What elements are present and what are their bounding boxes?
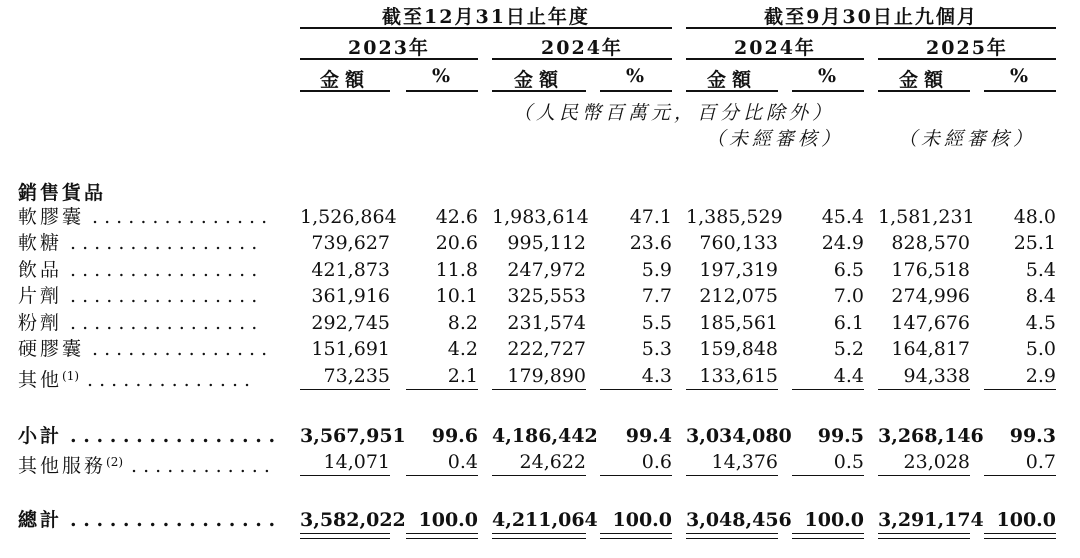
double-underline-rule <box>792 538 864 539</box>
header-rule-pct-3 <box>792 90 864 92</box>
unaudited-note-2025: （未經審核） <box>897 128 1036 150</box>
leader-dots: . . . . . . . . . . . . . . . . <box>70 312 258 334</box>
row-label-text: 小計 <box>18 425 63 447</box>
row-label <box>18 449 270 479</box>
double-underline-rule <box>300 533 390 534</box>
percent-cell: 6.1 <box>833 312 864 334</box>
double-underline-rule <box>600 533 672 534</box>
header-amount-3: 金額 <box>706 69 757 91</box>
header-pct-2: % <box>625 65 647 87</box>
underline-rule <box>492 475 586 476</box>
leader-dots: . . . . . . . . . . . . . . <box>87 369 251 391</box>
row-label-text: 其他服務 <box>18 455 107 477</box>
header-rule-nine-months <box>686 27 1056 29</box>
header-amount-1: 金額 <box>319 69 370 91</box>
percent-cell: 100.0 <box>612 509 672 531</box>
percent-cell: 2.9 <box>1025 365 1056 387</box>
amount-cell: 4,186,442 <box>492 425 598 447</box>
header-year-2023: 2023年 <box>348 37 430 59</box>
header-rule-2025-nine <box>878 58 1056 60</box>
table-row <box>0 257 1080 283</box>
header-pct-3: % <box>817 65 839 87</box>
amount-cell: 421,873 <box>311 259 390 281</box>
underline-rule <box>686 389 778 390</box>
underline-rule <box>984 475 1056 476</box>
percent-cell: 7.7 <box>641 285 672 307</box>
amount-cell: 185,561 <box>699 312 778 334</box>
amount-cell: 325,553 <box>507 285 586 307</box>
amount-cell: 3,291,174 <box>878 509 984 531</box>
header-rule-year <box>300 27 672 29</box>
row-label-text: 軟膠囊 <box>18 206 85 228</box>
percent-cell: 2.1 <box>447 365 478 387</box>
percent-cell: 100.0 <box>804 509 864 531</box>
amount-cell: 1,526,864 <box>300 206 397 228</box>
leader-dots: . . . . . . . . . . . . . . . . <box>70 259 258 281</box>
double-underline-rule <box>406 533 478 534</box>
row-label-text: 其他 <box>18 369 63 391</box>
row-label-text: 軟糖 <box>18 232 63 254</box>
amount-cell: 176,518 <box>891 259 970 281</box>
amount-cell: 23,028 <box>903 451 970 473</box>
percent-cell: 5.2 <box>833 338 864 360</box>
header-pct-1: % <box>431 65 453 87</box>
amount-cell: 151,691 <box>311 338 390 360</box>
underline-rule <box>600 475 672 476</box>
double-underline-rule <box>492 533 586 534</box>
row-label <box>18 336 267 362</box>
underline-rule <box>984 389 1056 390</box>
percent-cell: 100.0 <box>996 509 1056 531</box>
total-row <box>0 507 1080 533</box>
amount-cell: 179,890 <box>507 365 586 387</box>
percent-cell: 7.0 <box>833 285 864 307</box>
percent-cell: 99.6 <box>431 425 478 447</box>
amount-cell: 739,627 <box>311 232 390 254</box>
header-rule-pct-4 <box>984 90 1056 92</box>
amount-cell: 1,581,231 <box>878 206 975 228</box>
other-services-row <box>0 449 1080 475</box>
amount-cell: 231,574 <box>507 312 586 334</box>
double-underline-rule <box>792 533 864 534</box>
underline-rule <box>492 389 586 390</box>
row-label <box>18 507 275 533</box>
amount-cell: 133,615 <box>699 365 778 387</box>
leader-dots: . . . . . . . . . . . . <box>131 455 270 477</box>
header-amount-2: 金額 <box>513 69 564 91</box>
percent-cell: 47.1 <box>629 206 672 228</box>
percent-cell: 0.4 <box>447 451 478 473</box>
unaudited-note-2024: （未經審核） <box>705 128 844 150</box>
table-row <box>0 363 1080 389</box>
row-label-text: 粉劑 <box>18 312 63 334</box>
underline-rule <box>878 389 970 390</box>
row-label <box>18 204 267 230</box>
percent-cell: 99.5 <box>817 425 864 447</box>
amount-cell: 197,319 <box>699 259 778 281</box>
row-label-text: 總計 <box>18 509 63 531</box>
header-rule-amount-2 <box>492 90 586 92</box>
double-underline-rule <box>984 538 1056 539</box>
row-label <box>18 423 275 449</box>
percent-cell: 42.6 <box>435 206 478 228</box>
underline-rule <box>300 475 390 476</box>
subtotal-row <box>0 423 1080 449</box>
percent-cell: 25.1 <box>1013 232 1056 254</box>
section-title-goods: 銷售貨品 <box>18 182 107 204</box>
amount-cell: 94,338 <box>903 365 970 387</box>
amount-cell: 292,745 <box>311 312 390 334</box>
header-rule-pct-1 <box>406 90 478 92</box>
amount-cell: 1,983,614 <box>492 206 589 228</box>
amount-cell: 3,048,456 <box>686 509 792 531</box>
table-row <box>0 204 1080 230</box>
amount-cell: 3,582,022 <box>300 509 406 531</box>
percent-cell: 4.2 <box>447 338 478 360</box>
amount-cell: 3,567,951 <box>300 425 406 447</box>
header-rule-2023 <box>300 58 478 60</box>
percent-cell: 11.8 <box>435 259 478 281</box>
percent-cell: 0.6 <box>641 451 672 473</box>
table-row <box>0 310 1080 336</box>
amount-cell: 3,034,080 <box>686 425 792 447</box>
double-underline-rule <box>686 533 778 534</box>
leader-dots: . . . . . . . . . . . . . . . . <box>70 285 258 307</box>
double-underline-rule <box>406 538 478 539</box>
header-group-year: 截至12月31日止年度 <box>382 6 590 28</box>
amount-cell: 147,676 <box>891 312 970 334</box>
header-pct-4: % <box>1009 65 1031 87</box>
amount-cell: 760,133 <box>699 232 778 254</box>
header-rule-amount-1 <box>300 90 390 92</box>
header-rule-amount-3 <box>686 90 778 92</box>
percent-cell: 48.0 <box>1013 206 1056 228</box>
double-underline-rule <box>878 533 970 534</box>
double-underline-rule <box>300 538 390 539</box>
leader-dots: . . . . . . . . . . . . . . . . <box>70 425 276 447</box>
double-underline-rule <box>984 533 1056 534</box>
underline-rule <box>300 389 390 390</box>
percent-cell: 20.6 <box>435 232 478 254</box>
amount-cell: 222,727 <box>507 338 586 360</box>
double-underline-rule <box>686 538 778 539</box>
percent-cell: 99.4 <box>625 425 672 447</box>
header-year-2024: 2024年 <box>541 37 623 59</box>
percent-cell: 23.6 <box>629 232 672 254</box>
double-underline-rule <box>878 538 970 539</box>
header-year-2024-nine: 2024年 <box>734 37 816 59</box>
double-underline-rule <box>492 538 586 539</box>
row-label <box>18 257 257 283</box>
percent-cell: 24.9 <box>821 232 864 254</box>
percent-cell: 45.4 <box>821 206 864 228</box>
row-label-text: 硬膠囊 <box>18 338 85 360</box>
underline-rule <box>792 475 864 476</box>
header-rule-pct-2 <box>600 90 672 92</box>
percent-cell: 0.7 <box>1025 451 1056 473</box>
row-label-text: 飲品 <box>18 259 63 281</box>
percent-cell: 8.4 <box>1025 285 1056 307</box>
percent-cell: 4.5 <box>1025 312 1056 334</box>
underline-rule <box>686 475 778 476</box>
amount-cell: 247,972 <box>507 259 586 281</box>
header-rule-amount-4 <box>878 90 970 92</box>
underline-rule <box>406 475 478 476</box>
amount-cell: 995,112 <box>507 232 586 254</box>
percent-cell: 5.5 <box>641 312 672 334</box>
percent-cell: 8.2 <box>447 312 478 334</box>
table-row <box>0 336 1080 362</box>
row-label-text: 片劑 <box>18 285 63 307</box>
underline-rule <box>878 475 970 476</box>
header-group-nine-months: 截至9月30日止九個月 <box>764 6 978 28</box>
footnote-ref: (1) <box>62 369 80 383</box>
row-label <box>18 310 257 336</box>
header-rule-2024-nine <box>686 58 864 60</box>
header-amount-4: 金額 <box>898 69 949 91</box>
table-row <box>0 283 1080 309</box>
row-label <box>18 283 257 309</box>
unit-note: （人民幣百萬元，百分比除外） <box>512 102 835 124</box>
amount-cell: 212,075 <box>699 285 778 307</box>
double-underline-rule <box>600 538 672 539</box>
percent-cell: 0.5 <box>833 451 864 473</box>
amount-cell: 274,996 <box>891 285 970 307</box>
percent-cell: 10.1 <box>435 285 478 307</box>
underline-rule <box>600 389 672 390</box>
leader-dots: . . . . . . . . . . . . . . . . <box>70 232 258 254</box>
amount-cell: 73,235 <box>323 365 390 387</box>
row-label <box>18 230 257 256</box>
percent-cell: 6.5 <box>833 259 864 281</box>
amount-cell: 24,622 <box>519 451 586 473</box>
percent-cell: 5.3 <box>641 338 672 360</box>
leader-dots: . . . . . . . . . . . . . . . . <box>70 509 276 531</box>
header-year-2025-nine: 2025年 <box>926 37 1008 59</box>
underline-rule <box>406 389 478 390</box>
amount-cell: 3,268,146 <box>878 425 984 447</box>
percent-cell: 4.4 <box>833 365 864 387</box>
percent-cell: 99.3 <box>1009 425 1056 447</box>
amount-cell: 164,817 <box>891 338 970 360</box>
amount-cell: 14,376 <box>711 451 778 473</box>
amount-cell: 4,211,064 <box>492 509 598 531</box>
table-row <box>0 230 1080 256</box>
amount-cell: 159,848 <box>699 338 778 360</box>
percent-cell: 4.3 <box>641 365 672 387</box>
underline-rule <box>792 389 864 390</box>
leader-dots: . . . . . . . . . . . . . . . <box>92 206 268 228</box>
header-rule-2024 <box>492 58 672 60</box>
amount-cell: 1,385,529 <box>686 206 783 228</box>
amount-cell: 828,570 <box>891 232 970 254</box>
footnote-ref: (2) <box>106 455 124 469</box>
amount-cell: 14,071 <box>323 451 390 473</box>
row-label <box>18 363 250 393</box>
percent-cell: 5.9 <box>641 259 672 281</box>
leader-dots: . . . . . . . . . . . . . . . <box>92 338 268 360</box>
percent-cell: 5.0 <box>1025 338 1056 360</box>
percent-cell: 100.0 <box>418 509 478 531</box>
percent-cell: 5.4 <box>1025 259 1056 281</box>
amount-cell: 361,916 <box>311 285 390 307</box>
